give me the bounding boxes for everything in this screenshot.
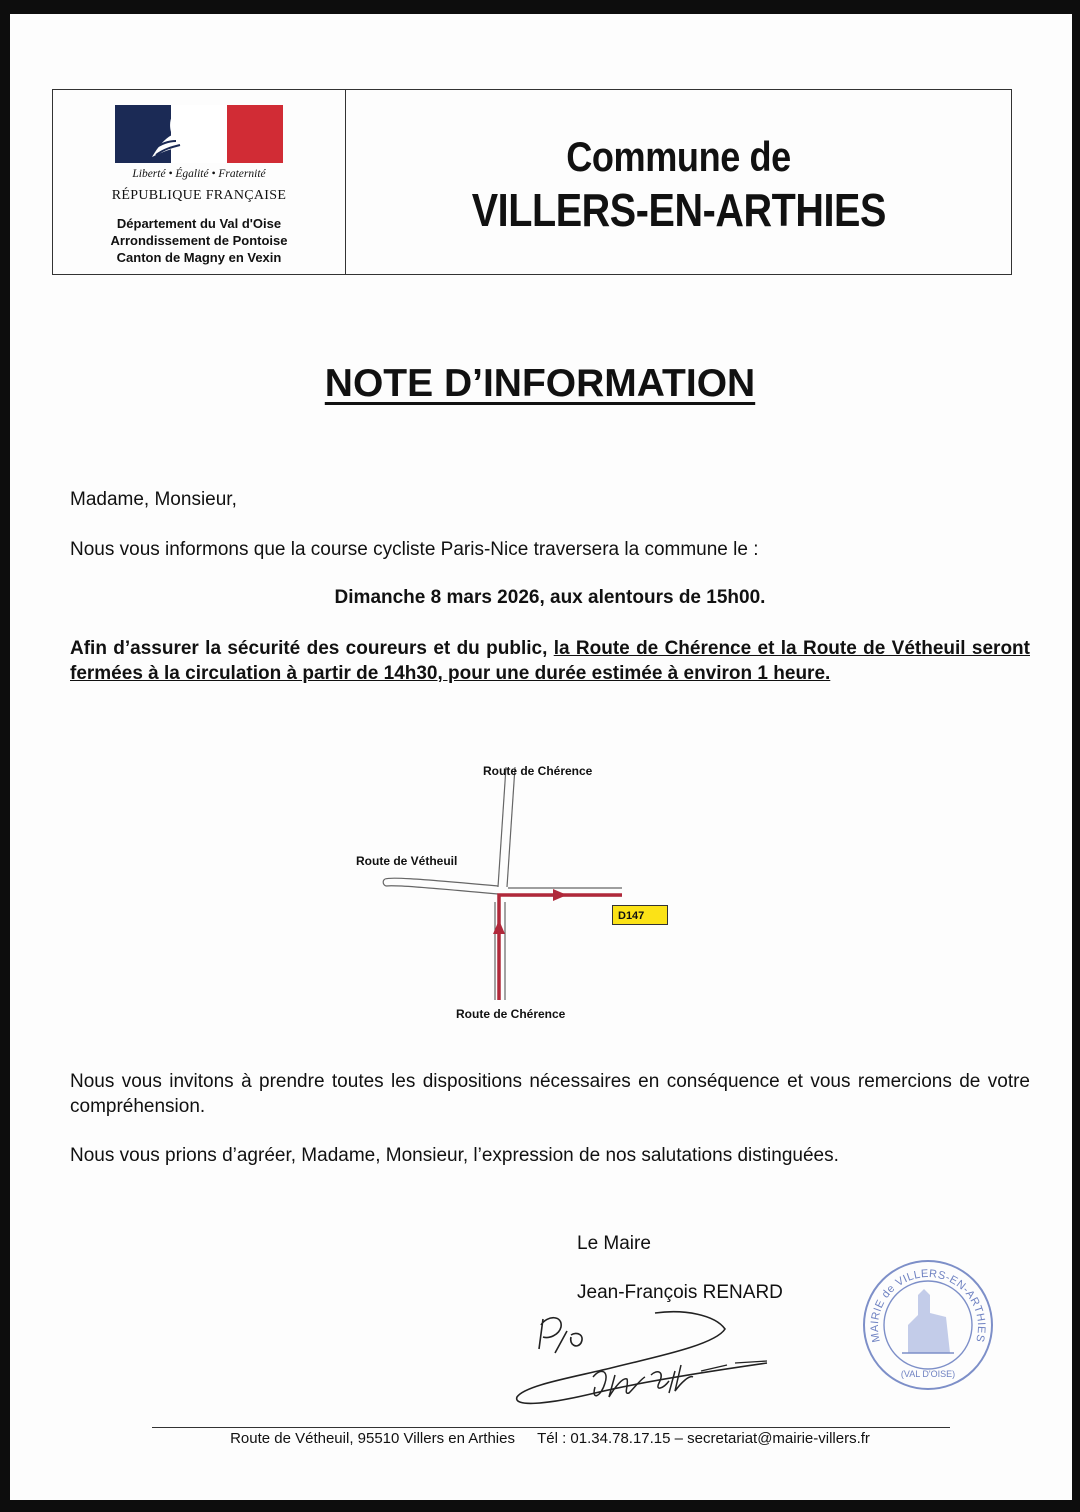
- closure-details: la Route de Chérence et la Route de Vétheuil seront fermées à la circulation à partir de 14h30, pour une durée estimée à environ 1 heure.: [70, 638, 1030, 684]
- road-north-edge: [498, 767, 506, 887]
- label-route-cherence-north: Route de Chérence: [483, 764, 593, 778]
- commune-title-block: [346, 90, 1011, 274]
- closing-paragraph: Nous vous prions d’agréer, Madame, Monsieur, l’expression de nos salutations distinguées.: [70, 1145, 839, 1166]
- page-title: NOTE D’INFORMATION: [324, 362, 756, 405]
- label-route-vetheuil: Route de Vétheuil: [356, 854, 458, 868]
- commune-name: VILLERS-EN-ARTHIES: [471, 184, 886, 236]
- footer-contact: Tél : 01.34.78.17.15 – secretariat@mairie-villers.fr: [537, 1430, 870, 1447]
- closure-paragraph: [70, 636, 1030, 686]
- footer-address: Route de Vétheuil, 95510 Villers en Arthies: [230, 1430, 515, 1447]
- footer-divider: [152, 1427, 950, 1428]
- road-west-edge: [385, 878, 498, 886]
- republique-francaise: RÉPUBLIQUE FRANÇAISE: [111, 188, 287, 203]
- stamp-bottom-text: (VAL D'OISE): [900, 1369, 956, 1379]
- salutation: Madame, Monsieur,: [70, 489, 237, 510]
- signatory-name: Jean-François RENARD: [577, 1282, 783, 1303]
- intro-paragraph: Nous vous informons que la course cycliste Paris-Nice traversera la commune le :: [70, 539, 759, 560]
- handwritten-signature: [505, 1305, 785, 1420]
- arrondissement: Arrondissement de Pontoise: [110, 233, 288, 248]
- label-route-cherence-south: Route de Chérence: [456, 1007, 566, 1021]
- canton: Canton de Magny en Vexin: [116, 250, 282, 265]
- marianne-logo: [115, 105, 283, 163]
- mairie-stamp: [858, 1255, 998, 1395]
- marianne-block: [53, 90, 346, 274]
- signatory-role: Le Maire: [577, 1233, 651, 1254]
- event-date: Dimanche 8 mars 2026, aux alentours de 15h00.: [334, 587, 766, 608]
- invitation-paragraph: Nous vous invitons à prendre toutes les dispositions nécessaires en conséquence et vous remercions de votre compréhension.: [70, 1071, 1030, 1117]
- footer: [0, 1430, 1080, 1447]
- letterhead: [52, 89, 1012, 275]
- route-arrow-east: [553, 889, 567, 901]
- road-badge-d147: D147: [612, 905, 668, 925]
- road-west-edge: [386, 886, 498, 894]
- race-route: [499, 895, 622, 1000]
- administrative-info: [53, 215, 345, 266]
- closure-intro: Afin d’assurer la sécurité des coureurs et du public,: [70, 638, 554, 659]
- road-north-edge: [507, 767, 515, 887]
- republic-motto: Liberté • Égalité • Fraternité: [132, 168, 266, 180]
- stamp-text: MAIRIE de VILLERS-EN-ARTHIES: [868, 1267, 988, 1344]
- commune-label: Commune de: [566, 133, 791, 180]
- road-closure-map: [340, 752, 640, 1022]
- departement: Département du Val d'Oise: [116, 216, 282, 231]
